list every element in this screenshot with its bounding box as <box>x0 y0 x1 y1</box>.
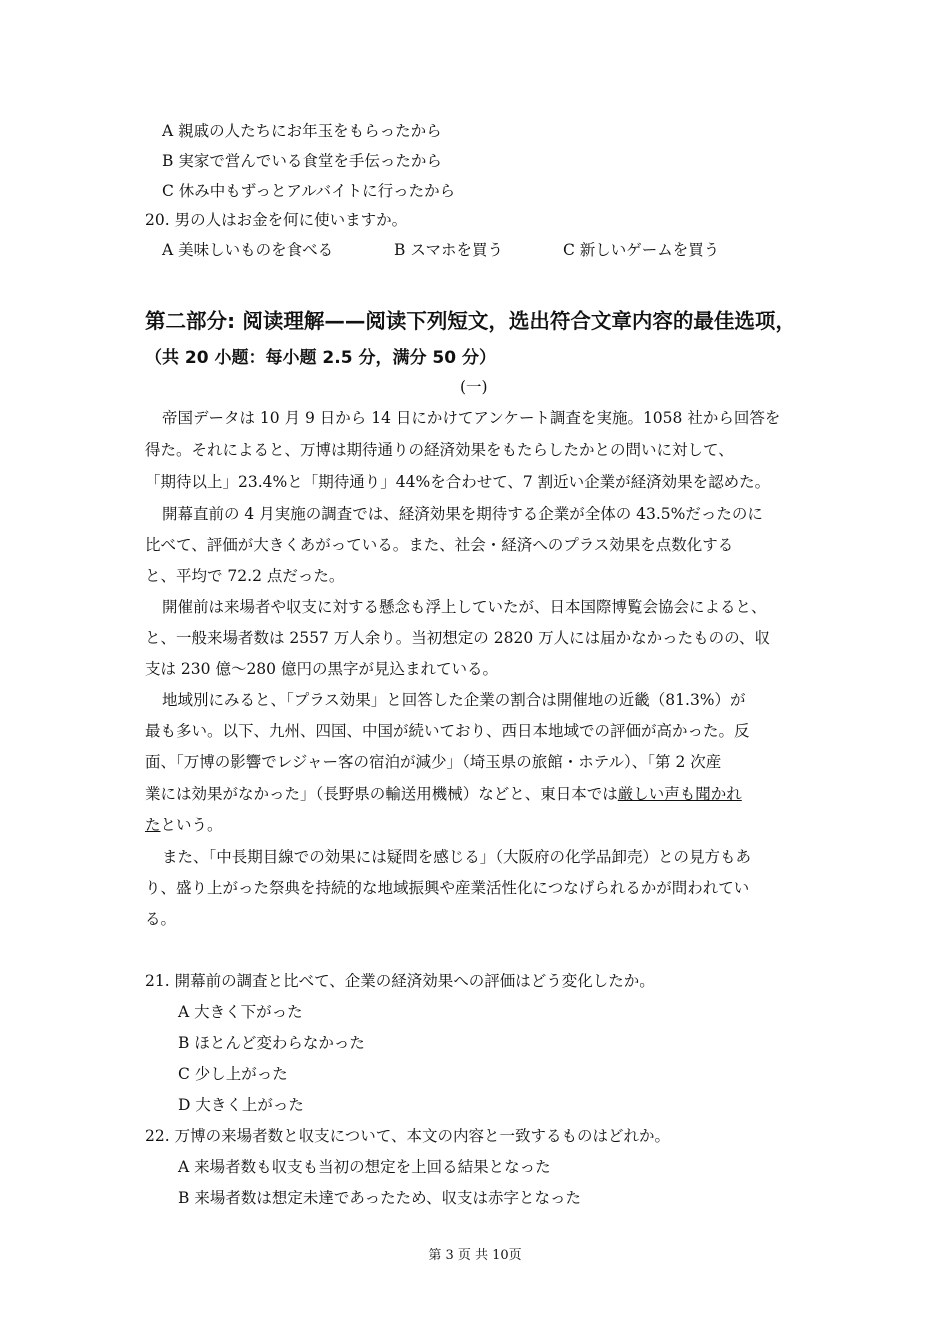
q22-option-b: B 来場者数は想定未達であったため、収支は赤字となった <box>178 1189 582 1207</box>
page-footer: 第 3 页 共 10页 <box>428 1248 522 1263</box>
underlined-phrase-end: た <box>145 816 161 834</box>
section-subtitle: （共 20 小题：每小题 2.5 分，满分 50 分） <box>145 348 496 368</box>
q19-option-c: C 休み中もずっとアルバイトに行ったから <box>162 182 456 200</box>
q21-option-c: C 少し上がった <box>178 1065 288 1083</box>
q19-option-a: A 親戚の人たちにお年玉をもらったから <box>162 122 442 140</box>
passage-line <box>145 784 742 804</box>
q20-option-a: A 美味しいものを食べる <box>162 241 334 259</box>
q21-option-a: A 大きく下がった <box>178 1003 303 1021</box>
section-title: 第二部分: 阅读理解——阅读下列短文，选出符合文章内容的最佳选项， <box>145 309 796 333</box>
q21-text: 21. 開幕前の調査と比べて、企業の経済効果への評価はどう変化したか。 <box>145 972 655 990</box>
passage-line: また、「中長期目線での効果には疑問を感じる」（大阪府の化学品卸売）との見方もあ <box>162 848 752 866</box>
passage-line-text: という。 <box>160 816 223 834</box>
passage-line: 比べて、評価が大きくあがっている。また、社会・経済へのプラス効果を点数化する <box>145 536 734 554</box>
passage-line: 最も多い。以下、九州、四国、中国が続いており、西日本地域での評価が高かった。反 <box>145 722 750 740</box>
q20-option-b: B スマホを買う <box>394 241 504 259</box>
passage-line: 「期待以上」23.4%と「期待通り」44%を合わせて、7 割近い企業が経済効果を認めた。 <box>145 473 771 491</box>
passage-number: (一) <box>460 378 488 396</box>
q20-text: 20. 男の人はお金を何に使いますか。 <box>145 211 408 229</box>
passage-line: 開催前は来場者や収支に対する懸念も浮上していたが、日本国際博覧会協会によると、 <box>162 598 767 616</box>
passage-line <box>145 815 223 835</box>
q21-option-d: D 大きく上がった <box>178 1096 304 1114</box>
q20-option-c: C 新しいゲームを買う <box>563 241 720 259</box>
underlined-phrase: 厳しい声も聞かれ <box>617 785 742 803</box>
passage-line: 得た。それによると、万博は期待通りの経済効果をもたらしたかとの問いに対して、 <box>145 441 734 459</box>
q21-option-b: B ほとんど変わらなかった <box>178 1034 365 1052</box>
passage-line: 開幕直前の 4 月実施の調査では、経済効果を期待する企業が全体の 43.5%だったのに <box>162 505 763 523</box>
q22-text: 22. 万博の来場者数と収支について、本文の内容と一致するものはどれか。 <box>145 1127 670 1145</box>
passage-line: と、平均で 72.2 点だった。 <box>145 567 345 585</box>
passage-line: り、盛り上がった祭典を持続的な地域振興や産業活性化につなげられるかが問われてい <box>145 879 750 897</box>
q22-option-a: A 来場者数も収支も当初の想定を上回る結果となった <box>178 1158 551 1176</box>
passage-line: 地域別にみると、「プラス効果」と回答した企業の割合は開催地の近畿（81.3%）が <box>162 691 746 709</box>
passage-line: と、一般来場者数は 2557 万人余り。当初想定の 2820 万人には届かなかったものの、収 <box>145 629 770 647</box>
passage-line: 帝国データは 10 月 9 日から 14 日にかけてアンケート調査を実施。1058 社から回答を <box>162 409 781 427</box>
passage-line: 面、「万博の影響でレジャー客の宿泊が減少」（埼玉県の旅館・ホテル）、「第 2 次産 <box>145 753 722 771</box>
passage-line: る。 <box>145 910 177 928</box>
q19-option-b: B 実家で営んでいる食堂を手伝ったから <box>162 152 442 170</box>
passage-line-text: 業には効果がなかった」（長野県の輸送用機械）などと、東日本では <box>145 785 618 803</box>
passage-line: 支は 230 億～280 億円の黒字が見込まれている。 <box>145 660 498 678</box>
